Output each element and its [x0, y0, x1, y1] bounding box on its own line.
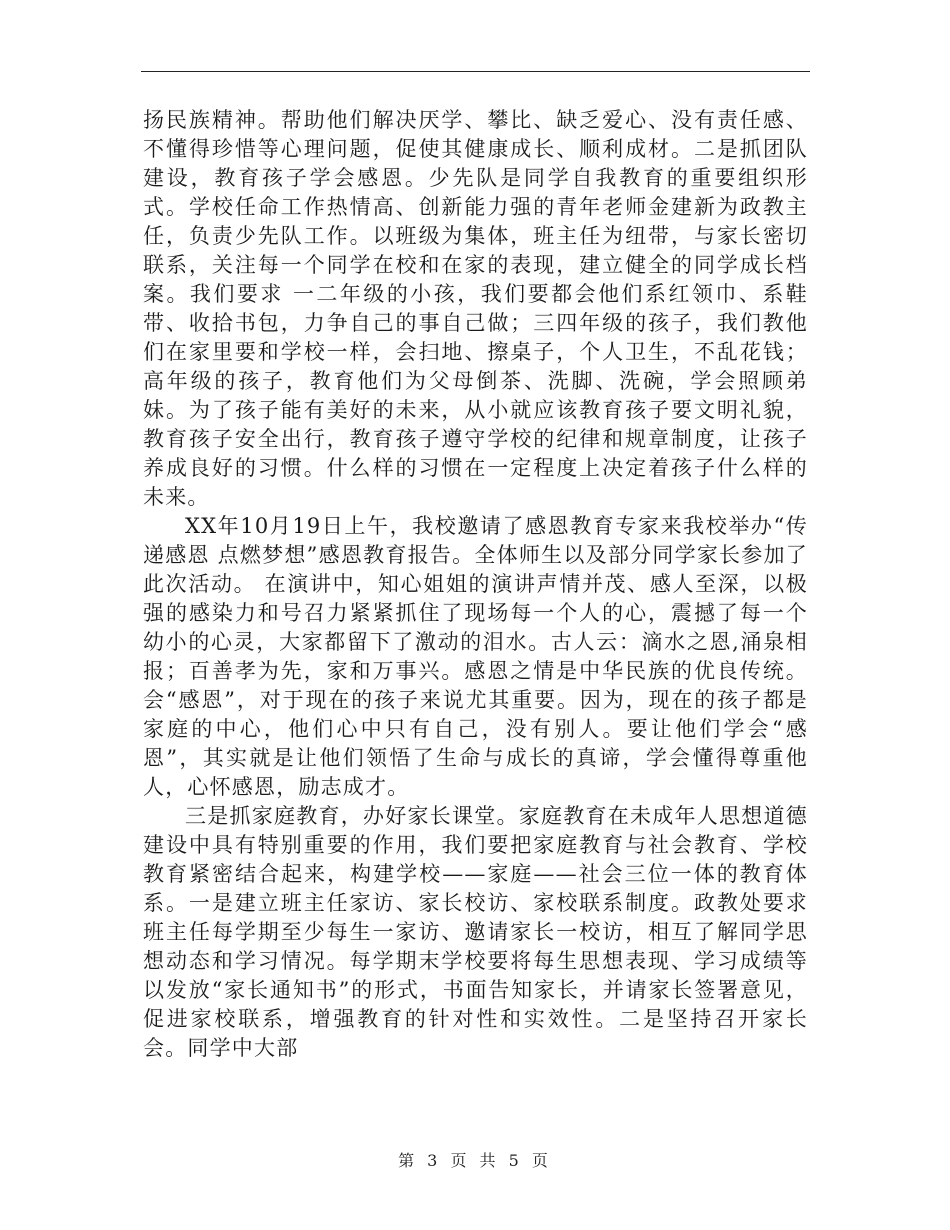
paragraph-1: 扬民族精神。帮助他们解决厌学、攀比、缺乏爱心、没有责任感、不懂得珍惜等心理问题，促使其健康成长、顺利成材。二是抓团队建设，教育孩子学会感恩。少先队是同学自我教育的重要组织形式。学校任命工作热情高、创新能力强的青年老师金建新为政教主任，负责少先队工作。以班级为集体，班主任为纽带，与家长密切联系，关注每一个同学在校和在家的表现，建立健全的同学成长档案。我们要求 一二年级的小孩，我们要都会他们系红领巾、系鞋带、收拾书包，力争自己的事自己做；三四年级的孩子，我们教他们在家里要和学校一样，会扫地、擦桌子，个人卫生，不乱花钱；高年级的孩子，教育他们为父母倒茶、洗脚、洗碗，学会照顾弟妹。为了孩子能有美好的未来，从小就应该教育孩子要文明礼貌，教育孩子安全出行，教育孩子遵守学校的纪律和规章制度，让孩子养成良好的习惯。什么样的习惯在一定程度上决定着孩子什么样的未来。 [143, 108, 808, 509]
header-rule [141, 71, 810, 72]
page-footer: 第 3 页 共 5 页 [398, 1151, 552, 1170]
document-body [143, 106, 808, 1063]
paragraph-2: XX年10月19日上午，我校邀请了感恩教育专家来我校举办“传递感恩 点燃梦想”感恩教育报告。全体师生以及部分同学家长参加了此次活动。 在演讲中，知心姐姐的演讲声情并茂、感人至深，以极强的感染力和号召力紧紧抓住了现场每一个人的心，震撼了每一个幼小的心灵，大家都留下了激动的泪水。古人云：滴水之恩,涌泉相报；百善孝为先，家和万事兴。感恩之情是中华民族的优良传统。会“感恩”，对于现在的孩子来说尤其重要。因为，现在的孩子都是家庭的中心，他们心中只有自己，没有别人。要让他们学会“感恩”，其实就是让他们领悟了生命与成长的真谛，学会懂得尊重他人，心怀感恩，励志成才。 [143, 514, 808, 799]
paragraph-3: 三是抓家庭教育，办好家长课堂。家庭教育在未成年人思想道德建设中具有特别重要的作用，我们要把家庭教育与社会教育、学校教育紧密结合起来，构建学校——家庭——社会三位一体的教育体系。一是建立班主任家访、家长校访、家校联系制度。政教处要求班主任每学期至少每生一家访、邀请家长一校访，相互了解同学思想动态和学习情况。每学期末学校要将每生思想表现、学习成绩等以发放“家长通知书”的形式，书面告知家长，并请家长签署意见，促进家校联系，增强教育的针对性和实效性。二是坚持召开家长会。同学中大部 [143, 804, 808, 1060]
